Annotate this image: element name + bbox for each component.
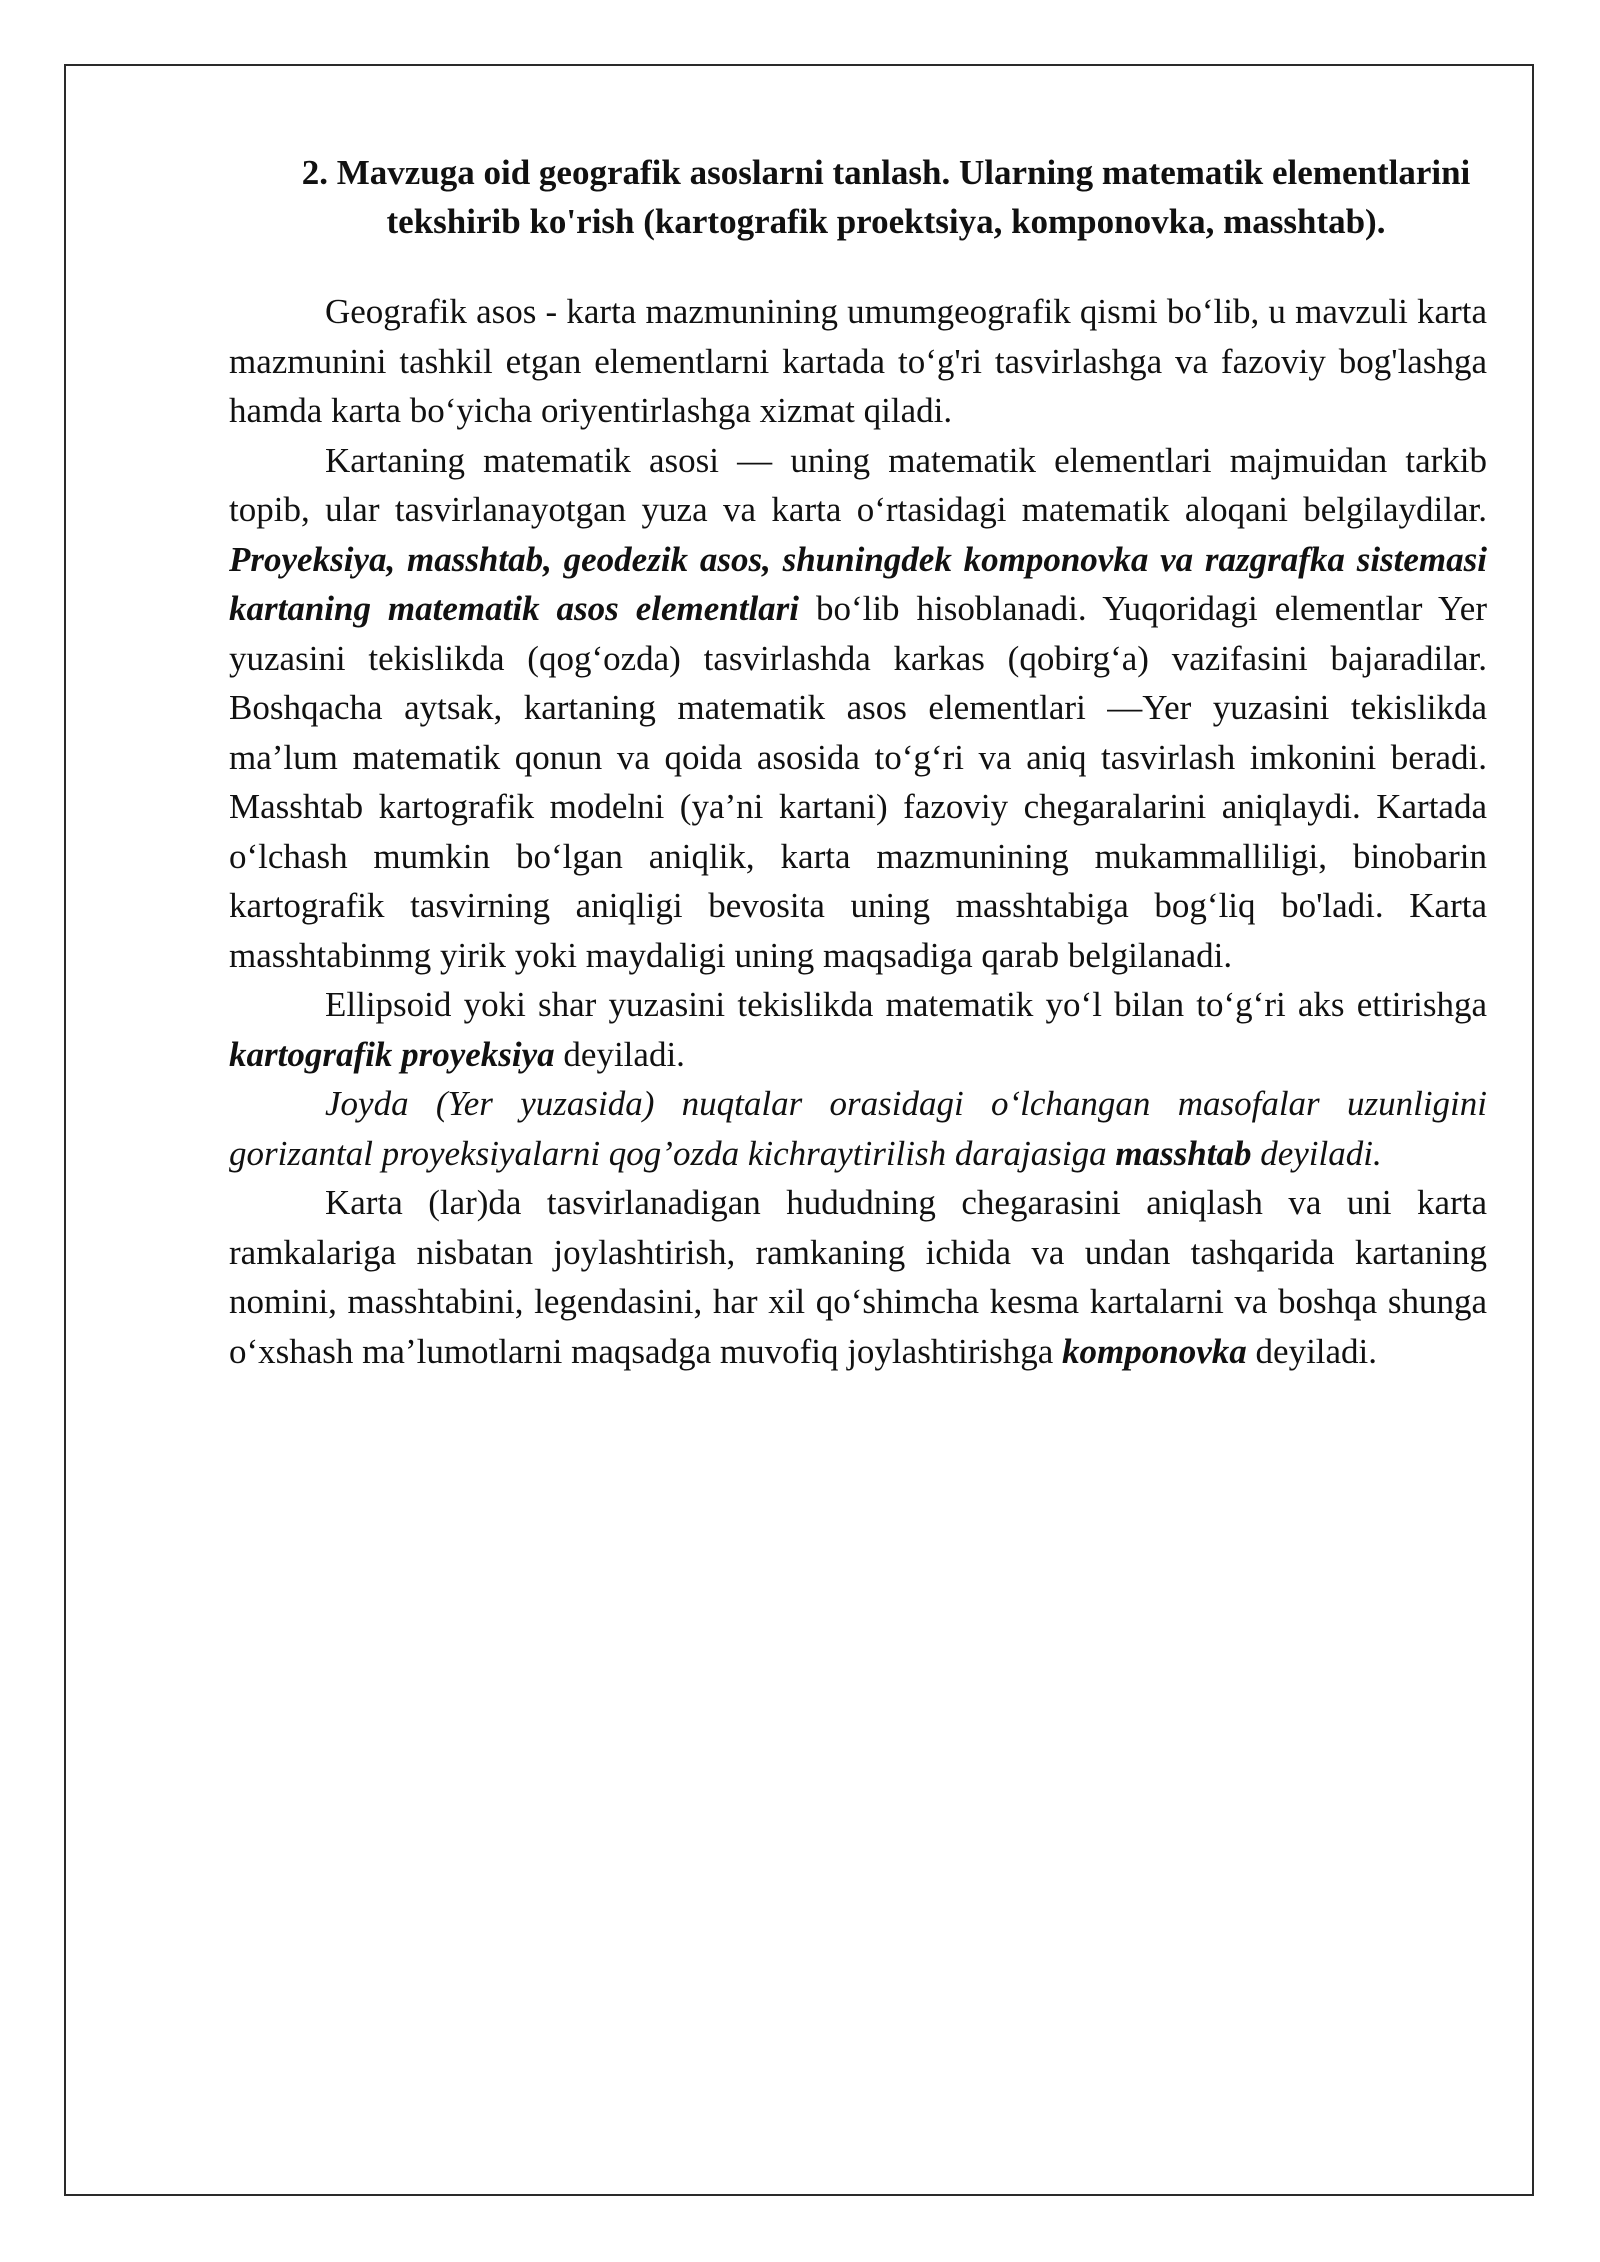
paragraph-text: Karta (lar)da tasvirlanadigan hududning chegarasini aniqlash va uni karta ramkalariga nisbatan joylashtirish, ramkaning ichida va undan tashqarida kartaning nomini, masshtabini, legendasini, har xil qo‘shimcha kesma kartalarni va boshqa shunga o‘xshash ma’lumotlarni maqsadga muvofiq joylashtirishga: [229, 1183, 1487, 1371]
paragraph-scale-definition: [229, 1079, 1487, 1178]
emphasis-text: komponovka: [1062, 1331, 1247, 1371]
paragraph-layout-definition: [229, 1178, 1487, 1376]
emphasis-text: Proyeksiya, masshtab, geodezik asos, shuningdek komponovka va razgrafka sistemasi kartaning matematik asos elementlari: [229, 539, 1487, 628]
paragraph-geographic-basis: Geografik asos - karta mazmunining umumgeografik qismi bo‘lib, u mavzuli karta mazmunini tashkil etgan elementlarni kartada to‘g'ri tasvirlashga va fazoviy bog'lashga hamda karta bo‘yicha oriyentirlashga xizmat qiladi.: [229, 292, 1487, 430]
emphasis-text: masshtab: [1115, 1133, 1252, 1173]
paragraph-text: Joyda (Yer yuzasida) nuqtalar orasidagi o‘lchangan masofalar uzunligini gorizantal proyeksiyalarni qog’ozda kichraytirilish darajasiga: [229, 1084, 1487, 1173]
paragraph-text: deyiladi.: [1246, 1331, 1378, 1371]
paragraph-text: Kartaning matematik asosi — uning matematik elementlari majmuidan tarkib topib, ular tasvirlanayotgan yuza va karta o‘rtasidagi matematik aloqani belgilaydilar.: [229, 440, 1487, 529]
paragraph-projection-definition: [229, 980, 1487, 1079]
emphasis-text: kartografik proyeksiya: [229, 1034, 555, 1074]
document-body: [229, 148, 1487, 1376]
paragraph-text: deyiladi.: [554, 1034, 685, 1074]
paragraph-text: bo‘lib hisoblanadi. Yuqoridagi elementlar Yer yuzasini tekislikda (qog‘ozda) tasvirlashda karkas (qobirg‘a) vazifasini bajaradilar. Boshqacha aytsak, kartaning matematik asos elementlari —Yer yuzasini tekislikda ma’lum matematik qonun va qoida asosida to‘g‘ri va aniq tasvirlash imkonini beradi. Masshtab kartografik modelni (ya’ni kartani) fazoviy chegaralarini aniqlaydi. Kartada o‘lchash mumkin bo‘lgan aniqlik, karta mazmunining mukammalliligi, binobarin kartografik tasvirning aniqligi bevosita uning masshtabiga bog‘liq bo'ladi. Karta masshtabinmg yirik yoki maydaligi uning maqsadiga qarab belgilanadi.: [229, 589, 1487, 975]
paragraph-text: Ellipsoid yoki shar yuzasini tekislikda matematik yo‘l bilan to‘g‘ri aks ettirishga: [325, 985, 1487, 1024]
paragraph-text: deyiladi.: [1251, 1133, 1382, 1173]
section-heading: 2. Mavzuga oid geografik asoslarni tanlash. Ularning matematik elementlarini tekshirib ko'rish (kartografik proektsiya, komponovka, masshtab).: [301, 153, 1471, 241]
paragraph-mathematical-basis: [229, 436, 1487, 981]
